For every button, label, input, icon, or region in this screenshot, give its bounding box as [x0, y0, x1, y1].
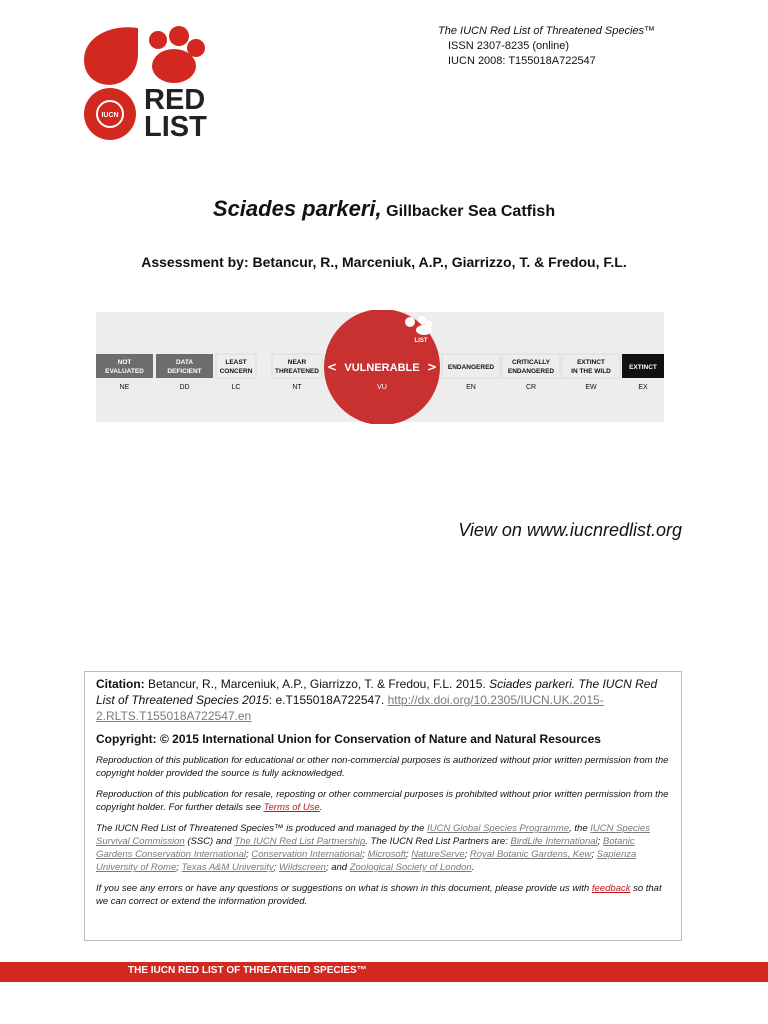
iucn-red-list-logo: [82, 22, 217, 142]
document-meta: [438, 24, 655, 69]
partner-link[interactable]: IUCN Global Species Programme: [427, 823, 570, 834]
notice-noncommercial: Reproduction of this publication for educational or other non-commercial purposes is authorized without prior written permission from the copyright holder provided the source is fully acknowledged.: [96, 755, 669, 779]
assessment-by: [0, 254, 768, 270]
logo-drop-shape: [84, 27, 138, 85]
category-label-ne: EVALUATED: [105, 368, 144, 375]
partner-link[interactable]: Wildscreen: [279, 862, 326, 873]
partner-link[interactable]: Zoological Society of London: [349, 862, 472, 873]
partner-link[interactable]: Botanic Gardens Conservation International: [96, 836, 635, 860]
notice-commercial: Reproduction of this publication for resale, reposting or other commercial purposes is prohibited without prior written permission from the copyright holder. For further details see Terms of Use.: [96, 789, 669, 813]
assessment-label: Assessment by:: [141, 254, 249, 270]
current-category-label: VULNERABLE: [344, 362, 420, 374]
logo-text-list: LIST: [144, 111, 207, 142]
partner-link[interactable]: IUCN Species Survival Commission: [96, 823, 650, 847]
citation-box: [84, 671, 682, 941]
logo-paw-pad: [149, 31, 167, 49]
category-code-lc: LC: [231, 384, 241, 391]
logo-paw-main: [152, 49, 196, 83]
footer-text: THE IUCN RED LIST OF THREATENED SPECIES™: [128, 965, 367, 976]
citation: [96, 676, 670, 724]
copyright: Copyright: © 2015 International Union for Conservation of Nature and Natural Resources: [96, 732, 601, 746]
citation-id: : e.T155018A722547.: [268, 693, 385, 707]
category-label-ne: NOT: [117, 359, 132, 366]
category-code-dd: DD: [179, 384, 190, 391]
logo-paw-pad: [169, 26, 189, 46]
footer-bar: [0, 962, 768, 982]
common-name: Gillbacker Sea Catfish: [386, 203, 556, 220]
category-label-nt: THREATENED: [275, 368, 319, 375]
partner-link[interactable]: The IUCN Red List Partnership: [234, 836, 366, 847]
citation-species: Sciades parkeri. The IUCN Red List of Threatened Species 2015: [96, 677, 658, 707]
partner-link[interactable]: Conservation International: [251, 849, 363, 860]
category-label-ew: EXTINCT: [577, 359, 605, 366]
partner-link[interactable]: Sapienza University of Rome: [96, 849, 637, 873]
terms-of-use-link[interactable]: Terms of Use: [263, 802, 320, 813]
partners-notice: The IUCN Red List of Threatened Species™ is produced and managed by the IUCN Global Species Programme, the IUCN Species Survival Commission (SSC) and The IUCN Red List Partnership. The IUCN Red List Partners are: BirdLife International; Botanic Gardens Conservation International; Conservation International; Microsoft; NatureServe; Royal Botanic Gardens, Kew; Sapienza University of Rome; Texas A&M University; Wildscreen; and Zoological Society of London.: [96, 823, 650, 873]
category-label-ew: IN THE WILD: [571, 368, 611, 375]
feedback-notice: If you see any errors or have any questions or suggestions on what is shown in this document, please provide us with feedback so that we can correct or extend the information provided.: [96, 883, 662, 907]
category-code-nt: NT: [292, 384, 302, 391]
category-code-ex: EX: [638, 384, 648, 391]
partner-link[interactable]: Texas A&M University: [181, 862, 274, 873]
scientific-name: Sciades parkeri,: [212, 196, 382, 221]
assessment-authors: Betancur, R., Marceniuk, A.P., Giarrizzo, T. & Fredou, F.L.: [252, 254, 627, 270]
feedback-link[interactable]: feedback: [591, 883, 631, 894]
category-code-cr: CR: [525, 384, 537, 391]
category-label-lc: CONCERN: [219, 368, 253, 375]
chevron-left-icon: <: [326, 360, 338, 374]
category-label-en: ENDANGERED: [447, 364, 495, 371]
citation-authors: Betancur, R., Marceniuk, A.P., Giarrizzo, T. & Fredou, F.L. 2015.: [148, 677, 486, 691]
citation-label: Citation:: [96, 677, 145, 691]
category-label-dd: DEFICIENT: [167, 368, 202, 375]
svg-text:LIST: LIST: [414, 338, 428, 344]
partner-link[interactable]: Royal Botanic Gardens, Kew: [469, 849, 592, 860]
citation-doi-link[interactable]: http://dx.doi.org/10.2305/IUCN.UK.2015-2.RLTS.T155018A722547.en: [96, 693, 604, 723]
iucn-id: IUCN 2008: T155018A722547: [448, 55, 596, 67]
category-code-vu: VU: [377, 384, 387, 391]
logo-badge-text: IUCN: [101, 112, 119, 119]
issn: ISSN 2307-8235 (online): [448, 40, 570, 52]
category-label-ex: EXTINCT: [629, 364, 657, 371]
partner-link[interactable]: NatureServe: [411, 849, 465, 860]
category-code-en: EN: [466, 384, 476, 391]
category-code-ew: EW: [585, 384, 597, 391]
category-label-cr: ENDANGERED: [507, 368, 555, 375]
category-label-cr: CRITICALLY: [511, 359, 551, 366]
chevron-right-icon: >: [426, 360, 438, 374]
category-label-nt: NEAR: [287, 359, 307, 366]
category-label-lc: LEAST: [225, 359, 247, 366]
partner-link[interactable]: Microsoft: [367, 849, 406, 860]
view-online-link[interactable]: View on www.iucnredlist.org: [458, 520, 682, 540]
category-code-ne: NE: [119, 384, 130, 391]
logo-text-red: RED: [144, 84, 206, 116]
series-title: The IUCN Red List of Threatened Species™: [438, 25, 656, 37]
red-list-category-scale: [96, 310, 664, 424]
species-title: [0, 196, 768, 222]
partner-link[interactable]: BirdLife International: [510, 836, 598, 847]
category-label-dd: DATA: [175, 359, 194, 366]
